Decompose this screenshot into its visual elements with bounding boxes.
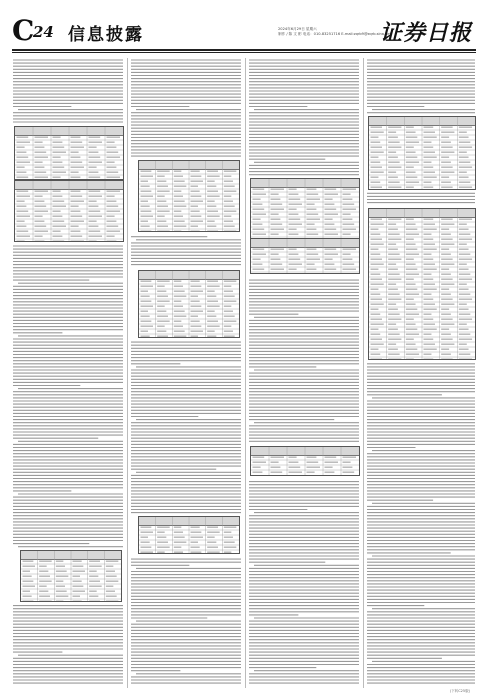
column-4 (366, 58, 476, 688)
column-3 (248, 58, 360, 688)
data-table-7 (250, 178, 360, 242)
data-table-6 (138, 516, 240, 554)
table-grid (251, 239, 359, 273)
table-grid (15, 127, 123, 179)
data-table-3 (20, 550, 122, 602)
data-table-5 (138, 270, 240, 338)
data-table-1 (14, 126, 124, 180)
column-1 (12, 58, 124, 688)
table-grid (139, 517, 239, 553)
editor-line: 制作 / 陈 文 彬 电话：010-83251716 E-mail:zqrb9@zqrb.sina.net (278, 32, 392, 36)
table-grid (139, 161, 239, 231)
table-grid (15, 181, 123, 241)
table-grid (369, 209, 475, 359)
table-grid (369, 117, 475, 189)
column-3-text (248, 58, 360, 688)
column-divider-1 (127, 58, 128, 688)
table-grid (251, 447, 359, 475)
masthead (12, 14, 476, 48)
masthead-rule (12, 49, 476, 51)
masthead-rule-thin (12, 52, 476, 53)
table-grid (139, 271, 239, 337)
data-table-8 (250, 238, 360, 274)
data-table-9 (250, 446, 360, 476)
column-2 (130, 58, 242, 688)
section-letter: C (12, 14, 35, 47)
data-table-10 (368, 116, 476, 190)
data-table-11 (368, 208, 476, 360)
newspaper-logo: 证券日报 (379, 20, 472, 46)
table-grid (21, 551, 121, 601)
page-footer: (下转C25版) (449, 689, 470, 693)
column-2-text (130, 58, 242, 688)
column-divider-2 (245, 58, 246, 688)
table-grid (251, 179, 359, 241)
date-line: 2024年6月29日 星期六 (278, 27, 317, 31)
column-divider-3 (363, 58, 364, 688)
data-table-2 (14, 180, 124, 242)
section-title: 信息披露 (68, 25, 144, 45)
page-number: 24 (33, 23, 54, 41)
data-table-4 (138, 160, 240, 232)
